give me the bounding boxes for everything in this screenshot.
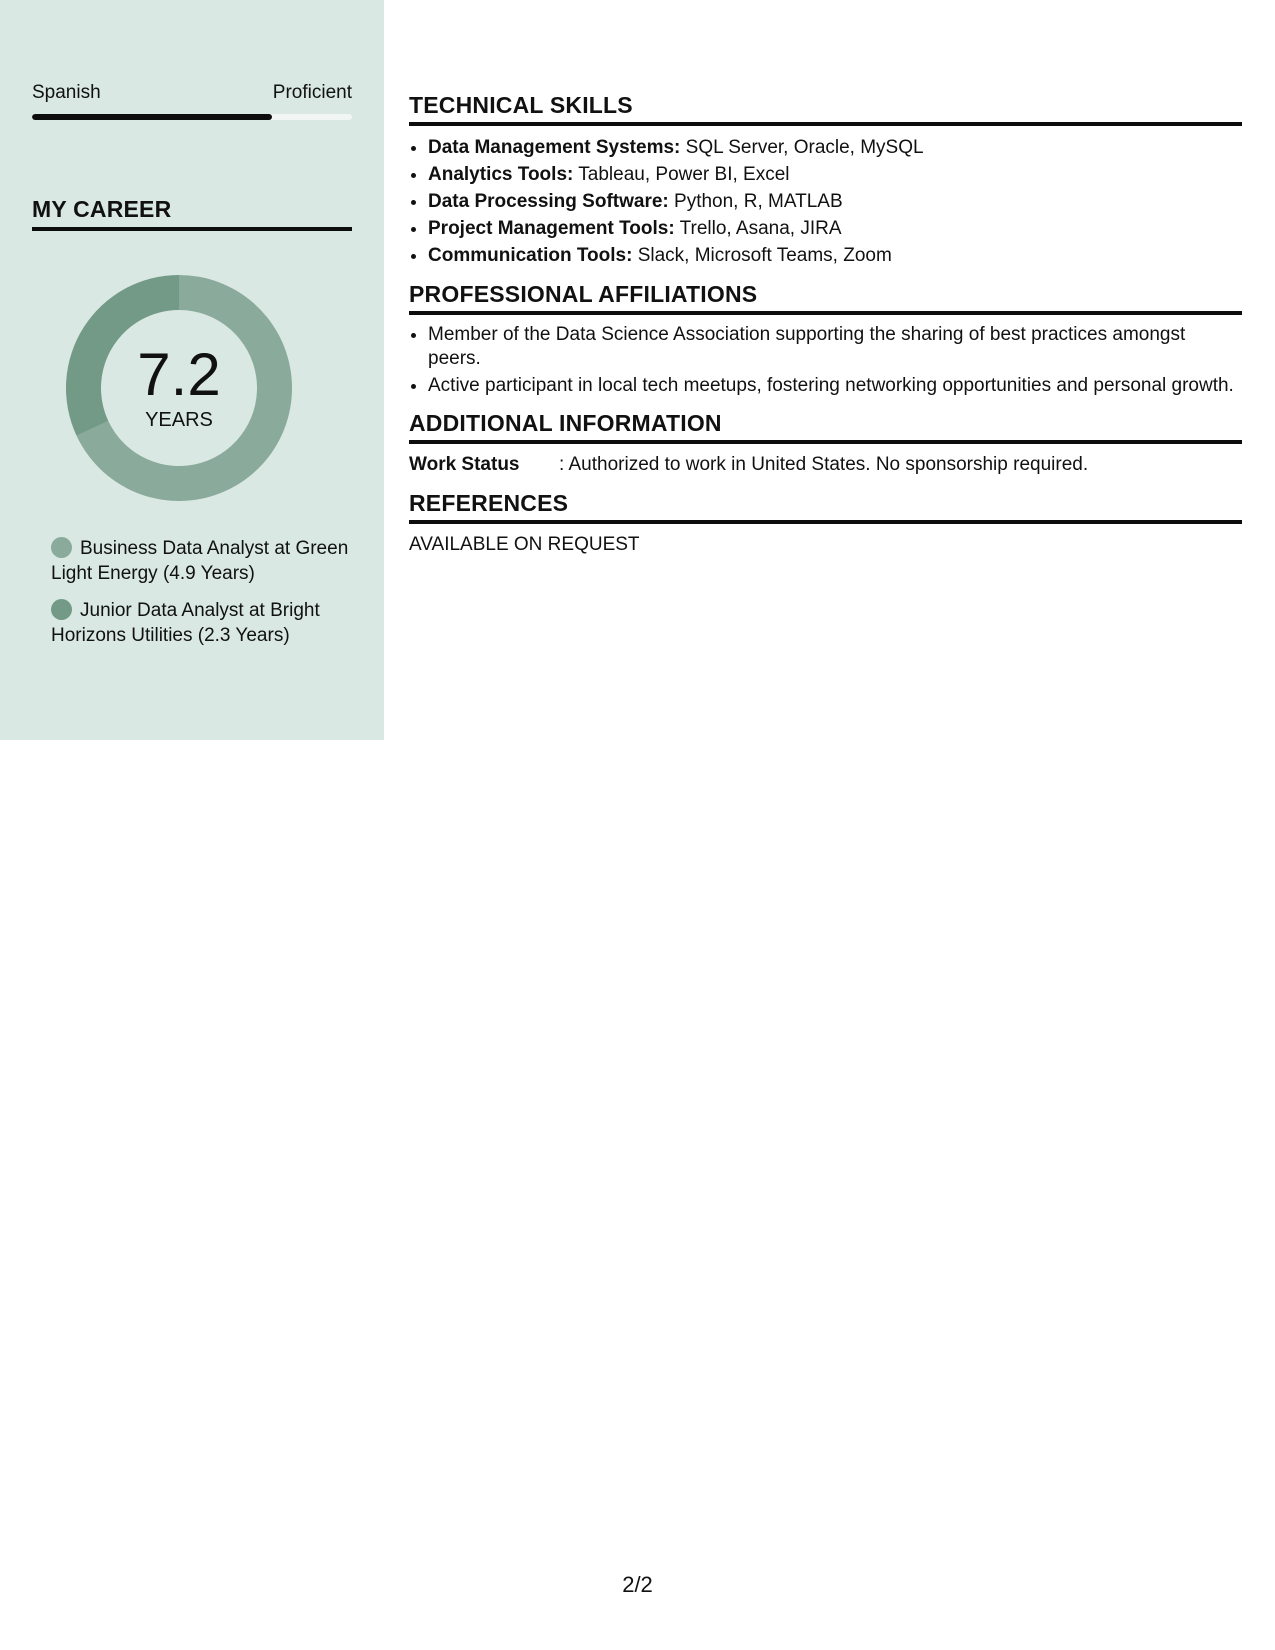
language-level: Proficient <box>272 82 352 103</box>
page-number: 2/2 <box>622 1572 653 1597</box>
career-legend <box>51 536 351 660</box>
main-content <box>409 92 1242 558</box>
skill-value: SQL Server, Oracle, MySQL <box>680 137 924 158</box>
additional-info-heading: ADDITIONAL INFORMATION <box>409 410 1242 444</box>
career-legend-item <box>51 536 351 586</box>
language-row <box>32 82 352 106</box>
skill-value: Python, R, MATLAB <box>668 191 843 212</box>
language-proficiency-fill <box>32 114 272 120</box>
skill-value: Trello, Asana, JIRA <box>674 218 842 239</box>
skill-label: Data Management Systems: <box>428 137 681 158</box>
career-legend-text: Junior Data Analyst at Bright Horizons Utilities (2.3 Years) <box>51 600 320 646</box>
list-item <box>428 242 1242 269</box>
work-status-value: : Authorized to work in United States. No sponsorship required. <box>559 454 1089 475</box>
references-text: AVAILABLE ON REQUEST <box>409 534 640 555</box>
list-item: • Member of the Data Science Association supporting the sharing of best practices amongst peers. <box>428 323 1242 371</box>
career-total-unit: YEARS <box>145 409 213 431</box>
career-total-value: 7.2 <box>137 341 221 408</box>
work-status-row <box>409 452 1242 478</box>
skill-value: Tableau, Power BI, Excel <box>573 164 790 185</box>
career-legend-text: Business Data Analyst at Green Light Energy (4.9 Years) <box>51 538 349 584</box>
references-heading: REFERENCES <box>409 490 1242 524</box>
work-status-label: Work Status <box>409 454 520 475</box>
sidebar <box>0 0 384 740</box>
list-item: • Active participant in local tech meetups, fostering networking opportunities and personal growth. <box>428 374 1242 398</box>
skill-value: Slack, Microsoft Teams, Zoom <box>632 245 892 266</box>
skill-label: Analytics Tools: <box>428 164 574 185</box>
list-item <box>428 188 1242 215</box>
career-heading: MY CAREER <box>32 196 352 231</box>
language-proficiency-bar <box>32 114 352 120</box>
skill-label: Data Processing Software: <box>428 191 669 212</box>
career-legend-item <box>51 598 351 648</box>
language-name: Spanish <box>32 82 101 103</box>
skill-label: Project Management Tools: <box>428 218 675 239</box>
technical-skills-heading: TECHNICAL SKILLS <box>409 92 1242 126</box>
career-donut-chart <box>66 275 292 501</box>
affiliations-heading: PROFESSIONAL AFFILIATIONS <box>409 281 1242 315</box>
skill-label: Communication Tools: <box>428 245 633 266</box>
legend-dot-icon <box>51 537 72 558</box>
list-item <box>428 161 1242 188</box>
technical-skills-list <box>409 134 1242 269</box>
legend-dot-icon <box>51 599 72 620</box>
list-item <box>428 215 1242 242</box>
affiliations-list <box>409 323 1242 398</box>
list-item <box>428 134 1242 161</box>
